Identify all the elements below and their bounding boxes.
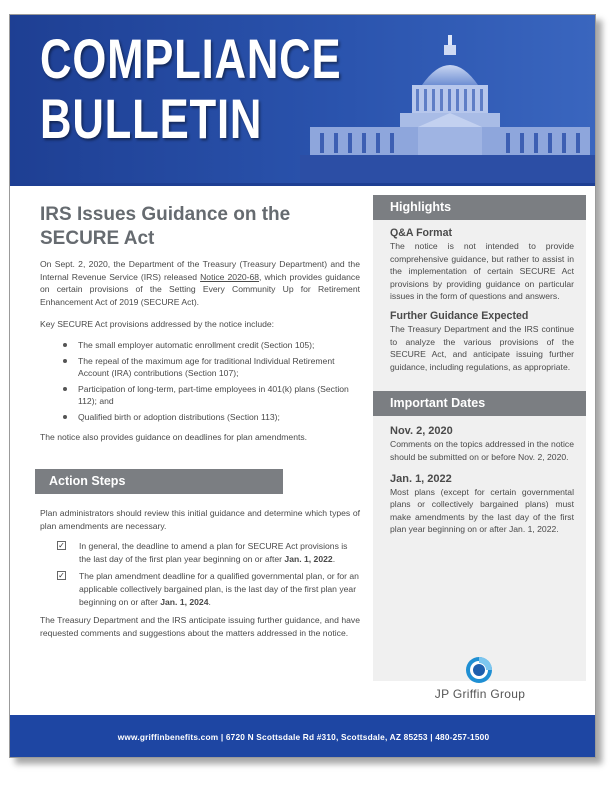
banner-divider: [10, 183, 596, 186]
intro-text-start: On Sept. 2, 2020, the Department of the Treasury (Treasury Department) and the Internal Revenue Service (IRS) released: [40, 259, 360, 282]
highlight-body: The Treasury Department and the IRS continue to analyze the various provisions of the SECURE Act, and anticipate issuing further guidance, including regulations, as appropriate.: [390, 323, 574, 372]
highlights-section: [373, 227, 586, 373]
highlight-title: Q&A Format: [390, 227, 452, 239]
list-item: The small employer automatic enrollment credit (Section 105);: [62, 339, 360, 352]
list-item: The repeal of the maximum age for traditional Individual Retirement Account (IRA) contributions (Section 107);: [62, 355, 360, 380]
action-steps-body: [40, 507, 360, 639]
date-body: Most plans (except for certain governmental plans or collectively bargained plans) must make amendments by the last day of the first plan year beginning on or after Jan. 1, 2022.: [390, 486, 574, 535]
action-steps-intro: Plan administrators should review this initial guidance and determine which types of plan amendments are necessary.: [40, 508, 360, 531]
highlight-title: Further Guidance Expected: [390, 309, 529, 322]
company-logo: [420, 655, 540, 715]
list-item: Qualified birth or adoption distributions (Section 113);: [62, 411, 360, 424]
check-deadline: Jan. 1, 2022: [284, 553, 333, 564]
date-title: Nov. 2, 2020: [390, 425, 453, 438]
check-text: In general, the deadline to amend a plan for SECURE Act provisions is the last day of the first plan year beginning on or after: [79, 541, 348, 564]
header-banner: [10, 15, 596, 183]
checked-box-icon: ✓: [58, 541, 65, 551]
date-body: Comments on the topics addressed in the notice should be submitted on or before Nov. 2, 2020.: [390, 439, 574, 462]
notice-link[interactable]: Notice 2020-68: [200, 271, 260, 282]
article-closing: The notice also provides guidance on deadlines for plan amendments.: [40, 431, 308, 442]
check-text: The plan amendment deadline for a qualified governmental plan, or for an applicable collectively bargained plan, is the last day of the first plan year beginning on or after: [79, 571, 359, 607]
list-item: Participation of long-term, part-time employees in 401(k) plans (Section 112); and: [62, 383, 360, 408]
capitol-building-icon: [300, 15, 596, 183]
bulletin-title: [40, 29, 341, 149]
action-steps-heading: Action Steps: [35, 469, 283, 494]
article-title: IRS Issues Guidance on the SECURE Act: [40, 204, 291, 249]
list-item: ✓ In general, the deadline to amend a plan for SECURE Act provisions is the last day of the first plan year beginning on or after Jan. 1, 2022.: [58, 541, 348, 564]
logo-swirl-icon: [464, 655, 494, 685]
article-intro: [40, 258, 360, 308]
list-item: ✓ The plan amendment deadline for a qualified governmental plan, or for an applicable collectively bargained plan, is the last day of the first plan year beginning on or after Jan. 1, 2024.: [58, 571, 359, 607]
action-steps-final: The Treasury Department and the IRS anticipate issuing further guidance, and have requested comments and suggestions about the matters addressed in the notice.: [40, 615, 360, 638]
checked-box-icon: ✓: [58, 571, 65, 581]
bulletin-title-line1: COMPLIANCE: [40, 27, 342, 90]
action-checklist: [40, 540, 360, 608]
intro-text-end: , which provides guidance on certain provisions of the Setting Every Community Up for Retirement Enhancement Act of 2019 (SECURE Act).: [40, 271, 360, 307]
check-deadline: Jan. 1, 2024: [160, 596, 209, 607]
important-dates-section: [373, 424, 586, 536]
bulletin-title-line2: BULLETIN: [40, 87, 263, 150]
footer: www.griffinbenefits.com | 6720 N Scottsdale Rd #310, Scottsdale, AZ 85253 | 480-257-1500: [10, 715, 596, 758]
provisions-heading: Key SECURE Act provisions addressed by the notice include:: [40, 319, 275, 330]
highlights-heading: Highlights: [373, 195, 586, 220]
important-dates-heading: Important Dates: [373, 391, 586, 416]
provisions-list: [40, 339, 360, 424]
sidebar: [373, 195, 586, 681]
article-column: [40, 203, 360, 443]
highlight-body: The notice is not intended to provide comprehensive guidance, but rather to assist in the implementation of certain SECURE Act provisions by providing guidance on particular issues in the form of questions and answers.: [390, 241, 574, 302]
date-title: Jan. 1, 2022: [390, 472, 452, 485]
logo-text: JP Griffin Group: [434, 687, 526, 701]
bulletin-page: [9, 14, 596, 758]
